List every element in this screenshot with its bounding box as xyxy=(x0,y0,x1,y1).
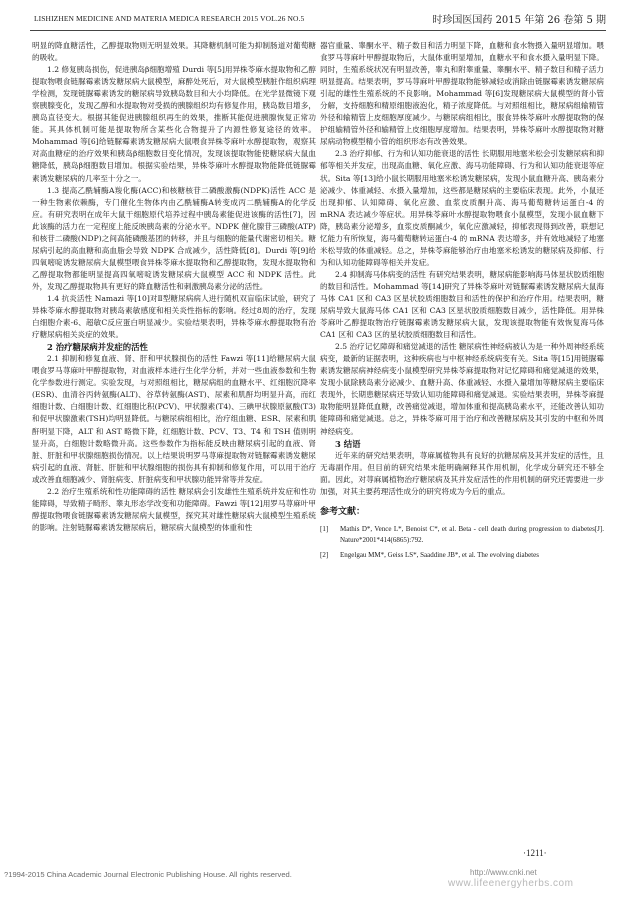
journal-title-cn: 时珍国医国药 2015 年第 26 卷第 5 期 xyxy=(432,15,606,26)
paragraph: 2.4 抑制海马体病变的活性 有研究结果表明，糖尿病能影响海马体星状胶质细胞的数目和活性。Mohammad 等[14]研究了异株苓麻叶对链脲霉素诱发糖尿病大鼠海马体 CA1 区和 CA3 区星状胶质细胞数目和活性的保护和治疗作用。结果表明，糖尿病导致大鼠海马体 CA1 区和 CA3 区星状胶质细胞数目减少，活性降低。用异株苓麻叶乙醇提取物治疗链脲霉素诱发糖尿病大鼠，发现该提取物能有效恢复海马体 CA1 区和 CA3 区的星状胶质细胞数目和活性。 xyxy=(320,269,604,340)
right-column xyxy=(320,40,604,760)
reference-text: Mathis D*, Vence L*, Benoist C*, et al. Beta - cell death during progression to diabetes[J]. Nature*2001*414(6865):792. xyxy=(340,524,604,544)
paragraph: 2.3 治疗抑郁、行为和认知功能衰退的活性 长期服用地塞米松会引发糖尿病和抑郁等相关并发症，出现高血糖、氧化应激、海马功能障碍、行为和认知功能衰退等症状。Sita 等[13]给小鼠长期服用地塞米松诱发糖尿病，发现小鼠血糖升高、胰岛素分泌减少、体重减轻、水摄入量增加，这些都是糖尿病的主要临床表现。此外，小鼠还出现抑郁、认知障碍、氧化应激、血浆皮质酮升高、海马葡萄糖转运蛋白-4 的 mRNA 表达减少等症状。用异株苓麻叶水醇提取物喂食小鼠模型，发现小鼠血糖下降，胰岛素分泌增多，血浆皮质酮减少，氧化应激减轻，抑郁表现得到改善，联想记忆能力有所恢复，海马葡萄糖转运蛋白-4 的 mRNA 表达增多，并有效地减轻了地塞米松导致的体重减轻。总之，异株苓麻能够治疗由地塞米松诱发的糖尿病及抑郁、行为和认知功能障碍等相关并发症。 xyxy=(320,149,604,267)
copyright-notice: ?1994-2015 China Academic Journal Electronic Publishing House. All rights reserved. xyxy=(4,870,292,879)
watermark: www.lifeenergyherbs.com xyxy=(448,878,574,889)
references-heading: 参考文献： xyxy=(320,506,366,517)
page-header xyxy=(0,0,636,36)
paragraph: 明显的降血糖活性，乙醇提取物则无明显效果。其降糖机制可能为抑制肠道对葡萄糖的吸收。 xyxy=(32,41,316,63)
page-number: ·1211· xyxy=(523,848,547,858)
paragraph: 1.4 抗炎活性 Namazi 等[10]对Ⅱ型糖尿病病人进行随机双盲临床试验，研究了异株苓麻水醇提取物对胰岛素敏感度和相关炎性指标的影响。经过8周的治疗，发现白细胞介素-6、超敏C反应蛋白明显减少。实验结果表明，异株苓麻水醇提取物有治疗糖尿病相关炎症的效果。 xyxy=(32,293,316,340)
paragraph: 2.1 抑制和修复血液、肾、肝和甲状腺损伤的活性 Fawzi 等[11]给糖尿病大鼠喂食罗马荨麻叶甲醇提取物，对血液样本进行生化学分析，并对一些血液参数和生物化学参数进行测定。实验发现，与对照组相比，糖尿病组的血糖水平、红细胞沉降率(ESR)、血清谷丙转氨酶(ALT)、谷草转氨酶(AST)、尿素和肌酐均明显升高，而红细胞计数、白细胞计数、红细胞比积(PCV)、甲状腺素(T4)、三碘甲状腺原氨酸(T3)和促甲状腺激素(TSH)均明显降低。与糖尿病组相比，治疗组血糖、ESR、尿素和肌酐明显下降，ALT 和 AST 略微下降，红细胞计数、PCV、T3、T4 和 TSH 值则明显升高，白细胞计数略微升高。这些参数作为指标能反映由糖尿病引起的血液、肾脏、肝脏和甲状腺细胞损伤情况。以上结果说明罗马荨麻提取物对链脲霉素诱发糖尿病引起的血液、肾脏、肝脏和甲状腺细胞的损伤具有抑制和修复作用，可以用于治疗或改善血细胞减少、肾脏病变、肝脏病变和甲状腺功能异常等并发症。 xyxy=(32,354,316,484)
reference-text: Engelgau MM*, Geiss LS*, Saaddine JB*, et al. The evolving diabetes xyxy=(340,550,539,559)
reference-number: [2] xyxy=(320,550,329,559)
reference-number: [1] xyxy=(320,524,329,533)
reference-item xyxy=(320,524,604,546)
reference-item xyxy=(320,550,604,561)
journal-title-en: LISHIZHEN MEDICINE AND MATERIA MEDICA RESEARCH 2015 VOL.26 NO.5 xyxy=(34,14,305,23)
paragraph: 1.3 提高乙酰辅酶A羧化酶(ACC)和核糖核苷二磷酸激酶(NDPK)活性 ACC 是一种生物素依赖酶，专门催化生物体内由乙酰辅酶A转变成丙二酰辅酶A的化学反应。有研究表明在成年大鼠干细胞原代培养过程中胰岛素能促进该酶的活性[7]，因此该酶的活力在一定程度上能反映胰岛素的分泌水平。NDPK 催化腺苷三磷酸(ATP)和核苷二磷酸(NDP)之间高能磷酸基团的转移，并且与细胞的能量代谢密切相关。糖尿病引起的高血糖和高血脂会导致 NDPK 合成减少，活性降低[8]。Durdi 等[9]给四氧嘧啶诱发糖尿病大鼠模型喂食异株苓麻水提取物和乙醇提取物，发现水提取物和乙醇提取物都能明显提高四氧嘧啶诱发糖尿病大鼠模型 ACC 和 NDPK 活性。此外，发现乙醇提取物具有更好的降血糖活性和刺激胰岛素分泌的活性。 xyxy=(32,185,316,291)
source-url: http://www.cnki.net xyxy=(470,868,537,877)
section-title: 2 治疗糖尿病并发症的活性 xyxy=(47,342,148,353)
paragraph: 近年来的研究结果表明，荨麻属植物具有良好的抗糖尿病及其并发症的活性，且无毒副作用。但目前的研究结果未能明确阐释其作用机制，化学成分研究还不够全面。因此，对荨麻属植物治疗糖尿病及其并发症活性的作用机制的研究还需要进一步加强，对其主要药理活性成分的研究将成为今后的重点。 xyxy=(320,450,604,496)
paragraph: 器官重量、睾酮水平、精子数目和活力明显下降，血糖和食水物摄入量明显增加。喂食罗马荨麻叶甲醇提取物后，大鼠体重明显增加，血糖水平和食水摄入量明显下降。同时，生殖系统状况有明显改善，睾丸和附睾重量、睾酮水平、精子数目和精子活力明显提高。结果表明，罗马荨麻叶甲醇提取物能够减轻或消除由链脲霉素诱发糖尿病引起的雄性生殖系统的不良影响。Mohammad 等[6]发现糖尿病大鼠模型的肾小管分解，支持细胞和精原细胞液泡化，精子浓度降低。与对照组相比，糖尿病组输精管外径和输精管上皮细胞厚度减少。与糖尿病组相比，服食异株苓麻叶水醇提取物的保护组输精管外径和输精管上皮细胞厚度增加。结果表明，异株苓麻叶水醇提取物对糖尿病动物模型精小管的组织形态有改善效果。 xyxy=(320,41,604,147)
section-title: 3 结语 xyxy=(335,438,361,449)
paragraph: 2.5 治疗记忆障碍和痛觉减退的活性 糖尿病性神经病被认为是一种外周神经系统病变，最新的证据表明，这种疾病也与中枢神经系统病变有关。Sita 等[15]用链脲霉素诱发糖尿病神经病变小鼠模型研究异株苓麻提取物对记忆障碍和痛觉减退的效果，发现小鼠除胰岛素分泌减少、血糖升高、体重减轻、水摄入量增加等糖尿病主要临床表现外，长期患糖尿病还导致认知功能障碍和痛觉减退。实验结果表明，异株苓麻提取物能明显降低血糖，改善痛觉减退，增加体重和提高胰岛素水平，还能改善认知功能障碍和痛觉减退。总之，异株苓麻可用于治疗和改善糖尿病及其引发的中枢和外周神经病变。 xyxy=(320,342,604,436)
paragraph: 2.2 治疗生殖系统和性功能障碍的活性 糖尿病会引发雄性生殖系统并发症和性功能障碍，导致精子畸形、睾丸形态学改变和功能障碍。Fawzi 等[12]用罗马荨麻叶甲醇提取物喂食链脲霉素诱发糖尿病大鼠模型，探究其对雄性糖尿病大鼠模型生殖系统的影响。注射链脲霉素诱发糖尿病后，糖尿病大鼠模型的体重和性 xyxy=(32,486,316,532)
header-rule xyxy=(30,30,606,31)
left-column xyxy=(32,40,316,840)
paragraph: 1.2 修复胰岛损伤，促进胰岛β细胞增殖 Durdi 等[5]用异株苓麻水提取物和乙醇提取物喂食链脲霉素诱发糖尿病大鼠模型，麻醉处死后，对大鼠模型胰脏作组织病理学检测，发现链脲霉素诱发的糖尿病导致胰岛数目和大小均降低。在光学显微镜下观察胰腺变化，发现乙醇和水提取物对受损的胰腺组织均有修复作用，胰岛数目增多，胰岛直径变大。根据其能促进胰腺组织再生的效果，推断其能促进胰腺恢复正常功能。其具体机制可能是提取物所含某些化合物提升了内源性修复途径的效率。Mohammad 等[6]给链脲霉素诱发糖尿病大鼠喂食异株苓麻叶水醇提取物，观察其对高血糖症的治疗效果和胰岛β细胞数目变化情况，发现该提取物能使糖尿病大鼠血糖降低，胰岛β细胞数目增加。根据实验结果，异株苓麻叶水醇提取物能降低链脲霉素诱发糖尿病的几率至十分之一。 xyxy=(32,65,316,183)
